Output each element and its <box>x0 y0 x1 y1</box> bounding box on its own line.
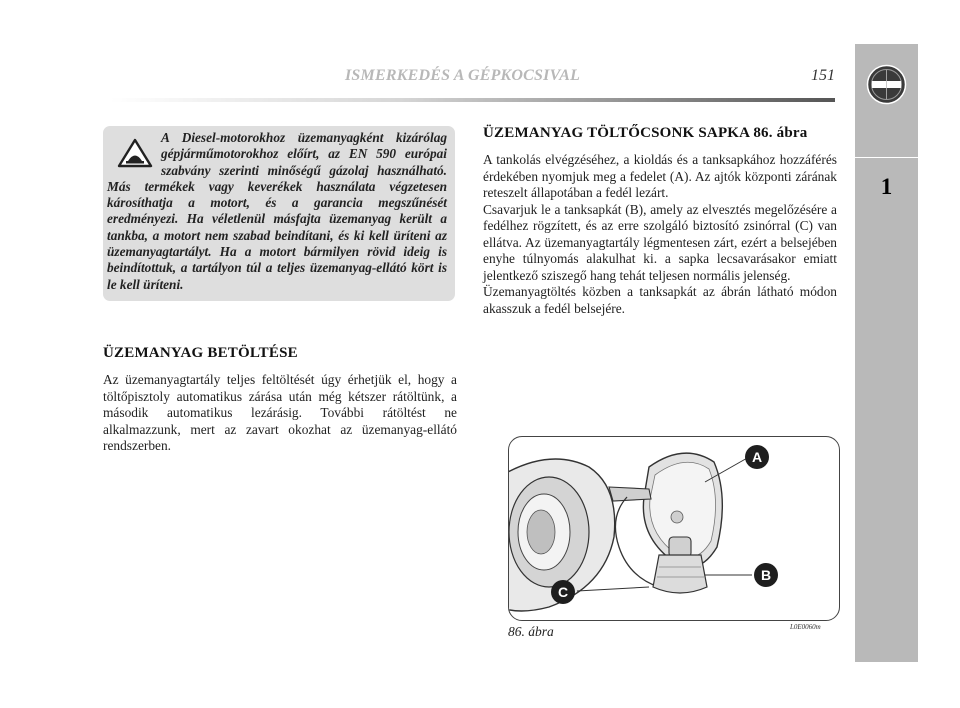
label-a <box>745 445 769 469</box>
filler-cap-paragraph: Üzemanyagtöltés közben a tanksapkát az ábrán látható módon akasszuk a fedél belsejére. <box>483 284 837 316</box>
warning-paragraph <box>107 130 447 293</box>
filler-cap-section <box>483 125 837 317</box>
label-c-text: C <box>557 584 569 600</box>
figure-86 <box>508 436 840 621</box>
header-rule <box>110 98 835 102</box>
filler-cap-paragraph: A tankolás elvégzéséhez, a kioldás és a tanksapkához hozzáférés érdekében nyomjuk meg a fedelet (A). Az ajtók központi zárának reteszelt állapotában a fedél lezárt. <box>483 152 837 200</box>
warning-text: A Diesel-motorokhoz üzemanyagként kizárólag gépjárműmotorokhoz előírt, az EN 590 európai szabvány szerinti minőségű gázolaj használható. Más termékek vagy keverékek használata végzetesen károsíthatja a motort, és a garancia megszűnését eredményezi. Ha véletlenül másfajta üzemanyag került a tankba, a motort nem szabad beindítani, és ki kell üríteni az üzemanyagtartályt. Ha a motort bármilyen rövid ideig is beindítottuk, a tartályon túl a teljes üzemanyag-ellátó kört is le kell üríteni. <box>107 130 447 292</box>
label-b <box>754 563 778 587</box>
fuel-filler-illustration <box>509 437 839 620</box>
filler-cap-paragraph: Csavarjuk le a tanksapkát (B), amely az elvesztés megelőzésére a fedélhez rögzített, és az erre szolgáló biztosító zsinórral (C) van ellátva. Az üzemanyagtartály légmentesen zárt, ezért a belsejében enyhe túlnyomás alakulhat ki. a sapka lecsavarásakor emiatt jelentkező sziszegő hang tehát teljesen normális jelenség. <box>483 201 837 283</box>
chapter-number[interactable]: 1 <box>880 174 893 199</box>
filler-cap-heading: ÜZEMANYAG TÖLTŐCSONK SAPKA 86. ábra <box>483 125 808 141</box>
label-b-text: B <box>760 567 772 583</box>
figure-code: L0E0060m <box>790 623 821 631</box>
running-header: ISMERKEDÉS A GÉPKOCSIVAL <box>345 67 581 84</box>
refuelling-section <box>103 345 457 455</box>
refuelling-heading: ÜZEMANYAG BETÖLTÉSE <box>103 345 298 361</box>
sidebar-divider <box>855 157 918 158</box>
label-c <box>551 580 575 604</box>
figure-caption: 86. ábra <box>508 624 554 639</box>
chapter-sidebar <box>855 44 918 662</box>
warning-box <box>103 126 455 301</box>
refuelling-body: Az üzemanyagtartály teljes feltöltését úgy érhetjük el, hogy a töltőpisztoly automatikus zárása után még kétszer rátöltünk, a második automatikus lezárásig. További rátöltést ne alkalmazzunk, mert az zavart okozhat az üzemanyag-ellátó rendszerben. <box>103 372 457 453</box>
label-a-text: A <box>751 449 763 465</box>
page-number: 151 <box>811 67 835 84</box>
lancia-logo-icon <box>866 64 907 105</box>
